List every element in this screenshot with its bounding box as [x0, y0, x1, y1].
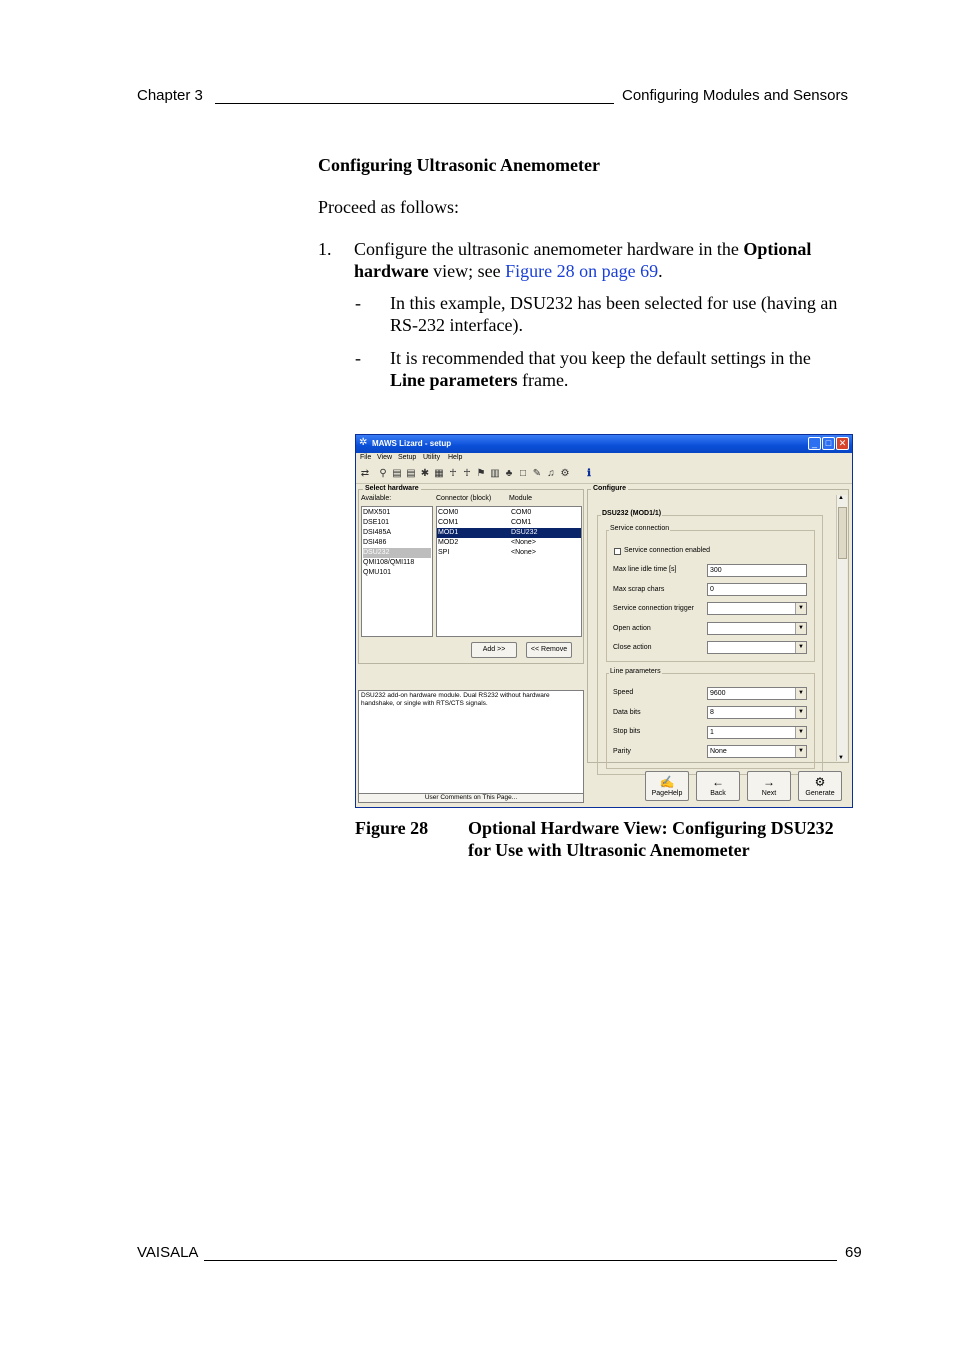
bell-icon[interactable]: ♫ [547, 468, 555, 479]
window-title: MAWS Lizard - setup [372, 439, 452, 448]
step-bold-2: hardware [354, 261, 429, 281]
list-item[interactable]: DMX501 [363, 509, 391, 516]
header-section: Configuring Modules and Sensors [622, 87, 848, 104]
device2-icon[interactable]: ▤ [406, 468, 416, 479]
configure-scrollbar[interactable] [836, 495, 847, 761]
sensor-icon[interactable]: ✱ [420, 468, 430, 479]
module-icon[interactable]: ▦ [434, 468, 444, 479]
data-bits-label: Data bits [613, 709, 641, 716]
data-bits-select[interactable] [707, 706, 807, 719]
module-item[interactable]: COM1 [511, 519, 532, 526]
lizard-icon: ✲ [359, 437, 368, 448]
menu-help[interactable]: Help [448, 454, 463, 461]
close-action-select[interactable] [707, 641, 807, 654]
stop-bits-value: 1 [710, 729, 714, 736]
figure-label: Figure 28 [355, 818, 429, 838]
module-item-selected: DSU232 [511, 529, 538, 536]
available-list[interactable] [361, 506, 433, 637]
intro-text: Proceed as follows: [318, 197, 459, 217]
bullet2-line2 [390, 369, 568, 391]
speed-label: Speed [613, 689, 634, 696]
stop-bits-label: Stop bits [613, 728, 641, 735]
help-pen-icon: ✍ [659, 775, 675, 789]
chevron-down-icon[interactable]: ▼ [795, 642, 806, 653]
close-icon[interactable]: ✕ [836, 437, 849, 450]
pagehelp-button[interactable] [645, 771, 689, 801]
description-text: DSU232 add-on hardware module. Dual RS232 without hardware handshake, or single with RTS/CTS signals. [361, 692, 550, 707]
app-window [355, 434, 853, 808]
line-parameters-label: Line parameters [610, 668, 661, 675]
service-connection-checkbox[interactable] [614, 548, 621, 555]
chevron-down-icon[interactable]: ▼ [795, 623, 806, 634]
open-action-label: Open action [613, 625, 651, 632]
parity-select[interactable] [707, 745, 807, 758]
open-action-select[interactable] [707, 622, 807, 635]
maximize-icon[interactable]: □ [822, 437, 835, 450]
step-text-mid: view; see [428, 261, 506, 281]
arrow-left-icon: ← [712, 775, 724, 789]
back-label: Back [710, 790, 726, 797]
bullet1-line1: In this example, DSU232 has been selected for use (having an [390, 293, 838, 313]
available-header: Available: [361, 495, 392, 502]
page-number: 69 [845, 1244, 862, 1261]
back-button[interactable] [696, 771, 740, 801]
list-item[interactable]: DSI486 [363, 539, 387, 546]
generate-label: Generate [805, 790, 835, 797]
menu-view[interactable]: View [377, 454, 393, 461]
module-header: Module [509, 495, 532, 502]
step-text: Configure the ultrasonic anemometer hardware in the [354, 239, 744, 259]
scroll-up-icon[interactable]: ▲ [838, 495, 844, 501]
chevron-down-icon[interactable]: ▼ [795, 707, 806, 718]
generate-button[interactable] [798, 771, 842, 801]
next-button[interactable] [747, 771, 791, 801]
connector-item-selected: MOD1 [438, 529, 459, 536]
minimize-icon[interactable]: _ [808, 437, 821, 450]
module-item[interactable]: COM0 [511, 509, 532, 516]
step-text-end: . [658, 261, 663, 281]
scroll-down-icon[interactable]: ▼ [838, 755, 844, 761]
menu-file[interactable]: File [360, 454, 372, 461]
trigger-select[interactable] [707, 602, 807, 615]
dsu232-group-title: DSU232 (MOD1/1) [602, 510, 662, 517]
user-comments-button[interactable]: User Comments on This Page... [358, 793, 584, 803]
title-bar[interactable] [356, 435, 852, 453]
chevron-down-icon[interactable]: ▼ [795, 727, 806, 738]
bullet-dash-1: - [355, 293, 361, 313]
header-rule [215, 103, 614, 104]
list-item-selected[interactable]: DSU232 [363, 548, 431, 558]
list-item[interactable]: QMI108/QMI118 [363, 559, 415, 566]
chevron-down-icon[interactable]: ▼ [795, 603, 806, 614]
info-icon[interactable]: ℹ [587, 468, 591, 479]
speed-select[interactable] [707, 687, 807, 700]
page-icon[interactable]: □ [519, 468, 527, 479]
person2-icon[interactable]: ☥ [463, 468, 471, 479]
menu-utility[interactable]: Utility [423, 454, 441, 461]
max-idle-label: Max line idle time [s] [613, 566, 677, 573]
figure-caption-line1: Optional Hardware View: Configuring DSU232 [468, 818, 834, 838]
step-bold-1: Optional [743, 239, 812, 259]
connector-module-list[interactable] [436, 506, 582, 637]
arrow-right-icon: → [763, 775, 775, 789]
max-idle-input[interactable]: 300 [707, 564, 807, 577]
trigger-label: Service connection trigger [613, 605, 694, 612]
chevron-down-icon[interactable]: ▼ [795, 746, 806, 757]
figure-link[interactable]: Figure 28 on page 69 [505, 261, 659, 281]
module-item[interactable]: <None> [511, 549, 536, 556]
flag-icon[interactable]: ⚑ [476, 468, 486, 479]
edit-icon[interactable]: ✎ [532, 468, 542, 479]
module-item[interactable]: <None> [511, 539, 536, 546]
bullet2-rest: frame. [517, 370, 569, 390]
list-item[interactable]: DSI485A [363, 529, 392, 536]
selected-row[interactable] [437, 528, 581, 538]
next-label: Next [761, 790, 777, 797]
remove-button[interactable]: << Remove [526, 642, 572, 658]
select-hardware-label: Select hardware [365, 485, 419, 492]
step-text-line1 [354, 238, 811, 260]
bullet2-line1: It is recommended that you keep the default settings in the [390, 348, 811, 368]
configure-label: Configure [593, 485, 627, 492]
scroll-thumb[interactable] [838, 507, 847, 559]
add-button[interactable]: Add >> [471, 642, 517, 658]
connector-item[interactable]: COM1 [438, 519, 459, 526]
description-box [358, 690, 584, 794]
footer-rule [204, 1260, 837, 1261]
chart-icon[interactable]: ▥ [490, 468, 500, 479]
service-connection-label: Service connection [610, 525, 670, 532]
list-item[interactable]: DSE101 [363, 519, 390, 526]
stop-bits-select[interactable] [707, 726, 807, 739]
parity-label: Parity [613, 748, 631, 755]
speed-value: 9600 [710, 690, 726, 697]
connector-item[interactable]: SPI [438, 549, 450, 556]
menu-bar [356, 453, 852, 465]
gears-icon: ⚙ [814, 775, 826, 789]
gear-icon[interactable]: ⚙ [560, 468, 570, 479]
bullet-dash-2: - [355, 348, 361, 368]
bullet1-line2: RS-232 interface). [390, 315, 523, 335]
service-connection-enabled-label: Service connection enabled [624, 547, 711, 554]
open-icon[interactable]: ⇄ [360, 468, 370, 479]
max-scrap-input[interactable]: 0 [707, 583, 807, 596]
network-icon[interactable]: ⚲ [379, 468, 387, 479]
section-heading: Configuring Ultrasonic Anemometer [318, 155, 600, 175]
figure-caption-line2: for Use with Ultrasonic Anemometer [468, 840, 750, 860]
close-action-label: Close action [613, 644, 652, 651]
list-item[interactable]: QMU101 [363, 569, 392, 576]
toolbar [356, 465, 852, 484]
step-number: 1. [318, 239, 332, 259]
bullet2-bold: Line parameters [390, 370, 518, 390]
tree-icon[interactable]: ♣ [505, 468, 513, 479]
pagehelp-label: PageHelp [651, 790, 683, 797]
step-text-line2 [354, 260, 663, 282]
data-bits-value: 8 [710, 709, 714, 716]
chevron-down-icon[interactable]: ▼ [795, 688, 806, 699]
menu-setup[interactable]: Setup [398, 454, 417, 461]
parity-value: None [710, 748, 727, 755]
device-icon[interactable]: ▤ [392, 468, 402, 479]
connector-item[interactable]: MOD2 [438, 539, 459, 546]
max-scrap-label: Max scrap chars [613, 586, 665, 593]
footer-company: VAISALA [137, 1244, 199, 1261]
connector-header: Connector (block) [436, 495, 492, 502]
connector-item[interactable]: COM0 [438, 509, 459, 516]
person-icon[interactable]: ☥ [449, 468, 457, 479]
header-chapter: Chapter 3 [137, 87, 203, 104]
